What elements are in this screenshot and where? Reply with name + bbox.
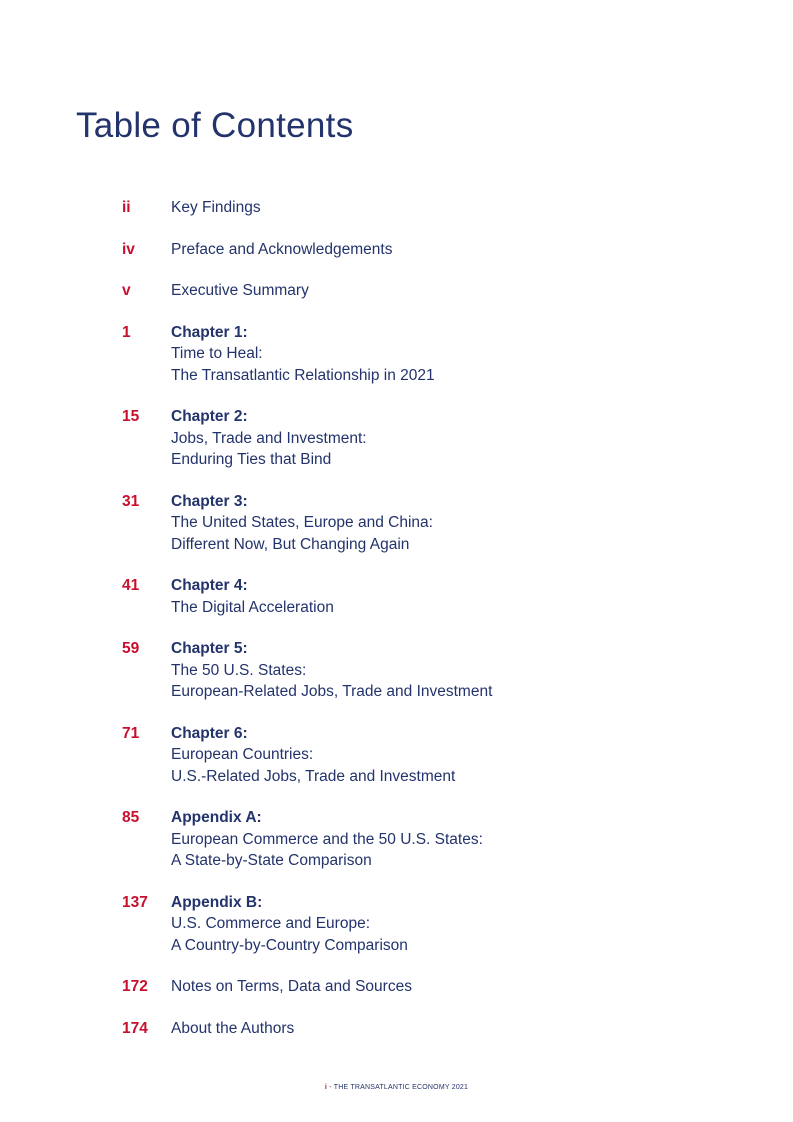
toc-page-number: 1 bbox=[122, 323, 131, 341]
toc-page-number: 31 bbox=[122, 492, 140, 510]
toc-entry-text bbox=[171, 280, 309, 302]
toc-page-number: 174 bbox=[122, 1019, 148, 1037]
toc-entry-line: European Commerce and the 50 U.S. States: bbox=[171, 830, 483, 848]
toc-entry-heading: Chapter 4: bbox=[171, 577, 248, 594]
toc-page-number: 59 bbox=[122, 640, 140, 657]
toc-entry[interactable] bbox=[122, 491, 742, 556]
toc-entry[interactable] bbox=[122, 892, 742, 957]
toc-entry-line: The 50 U.S. States: bbox=[171, 661, 307, 679]
toc-entry-line: Different Now, But Changing Again bbox=[171, 535, 410, 553]
toc-entry-line: Preface and Acknowledgements bbox=[171, 240, 393, 258]
toc-entry-line: Time to Heal: bbox=[171, 345, 263, 362]
toc-page-number: ii bbox=[122, 199, 131, 216]
toc-entry-text bbox=[171, 638, 492, 703]
footer-page-number: i bbox=[324, 1084, 328, 1091]
toc-page-number: 172 bbox=[122, 978, 148, 995]
toc-entry[interactable] bbox=[122, 280, 742, 302]
toc-entry-line: Notes on Terms, Data and Sources bbox=[171, 978, 412, 995]
toc-entry-line: Key Findings bbox=[171, 199, 261, 216]
toc-entry[interactable] bbox=[122, 638, 742, 703]
toc-entry[interactable] bbox=[122, 1018, 742, 1040]
toc-page-number: 15 bbox=[122, 408, 140, 425]
toc-entry-line: The Transatlantic Relationship in 2021 bbox=[171, 366, 435, 384]
toc-entry-line: About the Authors bbox=[171, 1019, 295, 1037]
toc-page-number: 41 bbox=[122, 577, 140, 594]
toc-entry-text bbox=[171, 406, 367, 471]
toc-entry-line: U.S.-Related Jobs, Trade and Investment bbox=[171, 767, 456, 785]
footer-text: - THE TRANSATLANTIC ECONOMY 2021 bbox=[327, 1084, 469, 1091]
toc-entry-text bbox=[171, 197, 261, 219]
toc-entry-heading: Chapter 6: bbox=[171, 724, 248, 742]
table-of-contents bbox=[122, 197, 742, 1059]
toc-entry[interactable] bbox=[122, 406, 742, 471]
toc-entry-line: Executive Summary bbox=[171, 282, 309, 299]
toc-page-number: v bbox=[122, 282, 131, 299]
toc-entry-heading: Chapter 2: bbox=[171, 408, 248, 425]
toc-entry-heading: Appendix B: bbox=[171, 893, 263, 911]
toc-entry[interactable] bbox=[122, 575, 742, 618]
toc-entry-text bbox=[171, 491, 433, 556]
toc-entry-line: Jobs, Trade and Investment: bbox=[171, 429, 367, 447]
toc-entry-heading: Chapter 1: bbox=[171, 323, 248, 341]
toc-entry[interactable] bbox=[122, 197, 742, 219]
toc-entry[interactable] bbox=[122, 723, 742, 788]
toc-entry-line: European-Related Jobs, Trade and Investment bbox=[171, 683, 493, 700]
toc-entry-line: European Countries: bbox=[171, 746, 314, 763]
toc-entry-text bbox=[171, 976, 412, 998]
toc-entry-line: U.S. Commerce and Europe: bbox=[171, 915, 371, 932]
page-footer bbox=[0, 1084, 793, 1091]
toc-page-number: 71 bbox=[122, 724, 140, 742]
toc-entry-text bbox=[171, 322, 435, 387]
toc-entry-line: Enduring Ties that Bind bbox=[171, 451, 332, 468]
toc-entry-heading: Chapter 3: bbox=[171, 492, 248, 510]
toc-entry-text bbox=[171, 239, 392, 261]
toc-entry-text bbox=[171, 723, 455, 788]
toc-entry-text bbox=[171, 575, 334, 618]
toc-page-number: 137 bbox=[122, 893, 148, 911]
toc-entry-line: The Digital Acceleration bbox=[171, 598, 334, 616]
toc-entry-line: A State-by-State Comparison bbox=[171, 852, 372, 869]
toc-page-number: iv bbox=[122, 240, 135, 258]
toc-entry-heading: Chapter 5: bbox=[171, 640, 248, 657]
toc-entry[interactable] bbox=[122, 976, 742, 998]
toc-entry-line: The United States, Europe and China: bbox=[171, 514, 433, 531]
toc-entry[interactable] bbox=[122, 807, 742, 872]
toc-entry-text bbox=[171, 892, 408, 957]
toc-entry[interactable] bbox=[122, 239, 742, 261]
page-title: Table of Contents bbox=[76, 106, 354, 145]
toc-entry-heading: Appendix A: bbox=[171, 809, 262, 826]
toc-entry-text bbox=[171, 1018, 294, 1040]
toc-entry-line: A Country-by-Country Comparison bbox=[171, 936, 408, 954]
toc-page-number: 85 bbox=[122, 809, 140, 826]
toc-entry-text bbox=[171, 807, 483, 872]
toc-entry[interactable] bbox=[122, 322, 742, 387]
